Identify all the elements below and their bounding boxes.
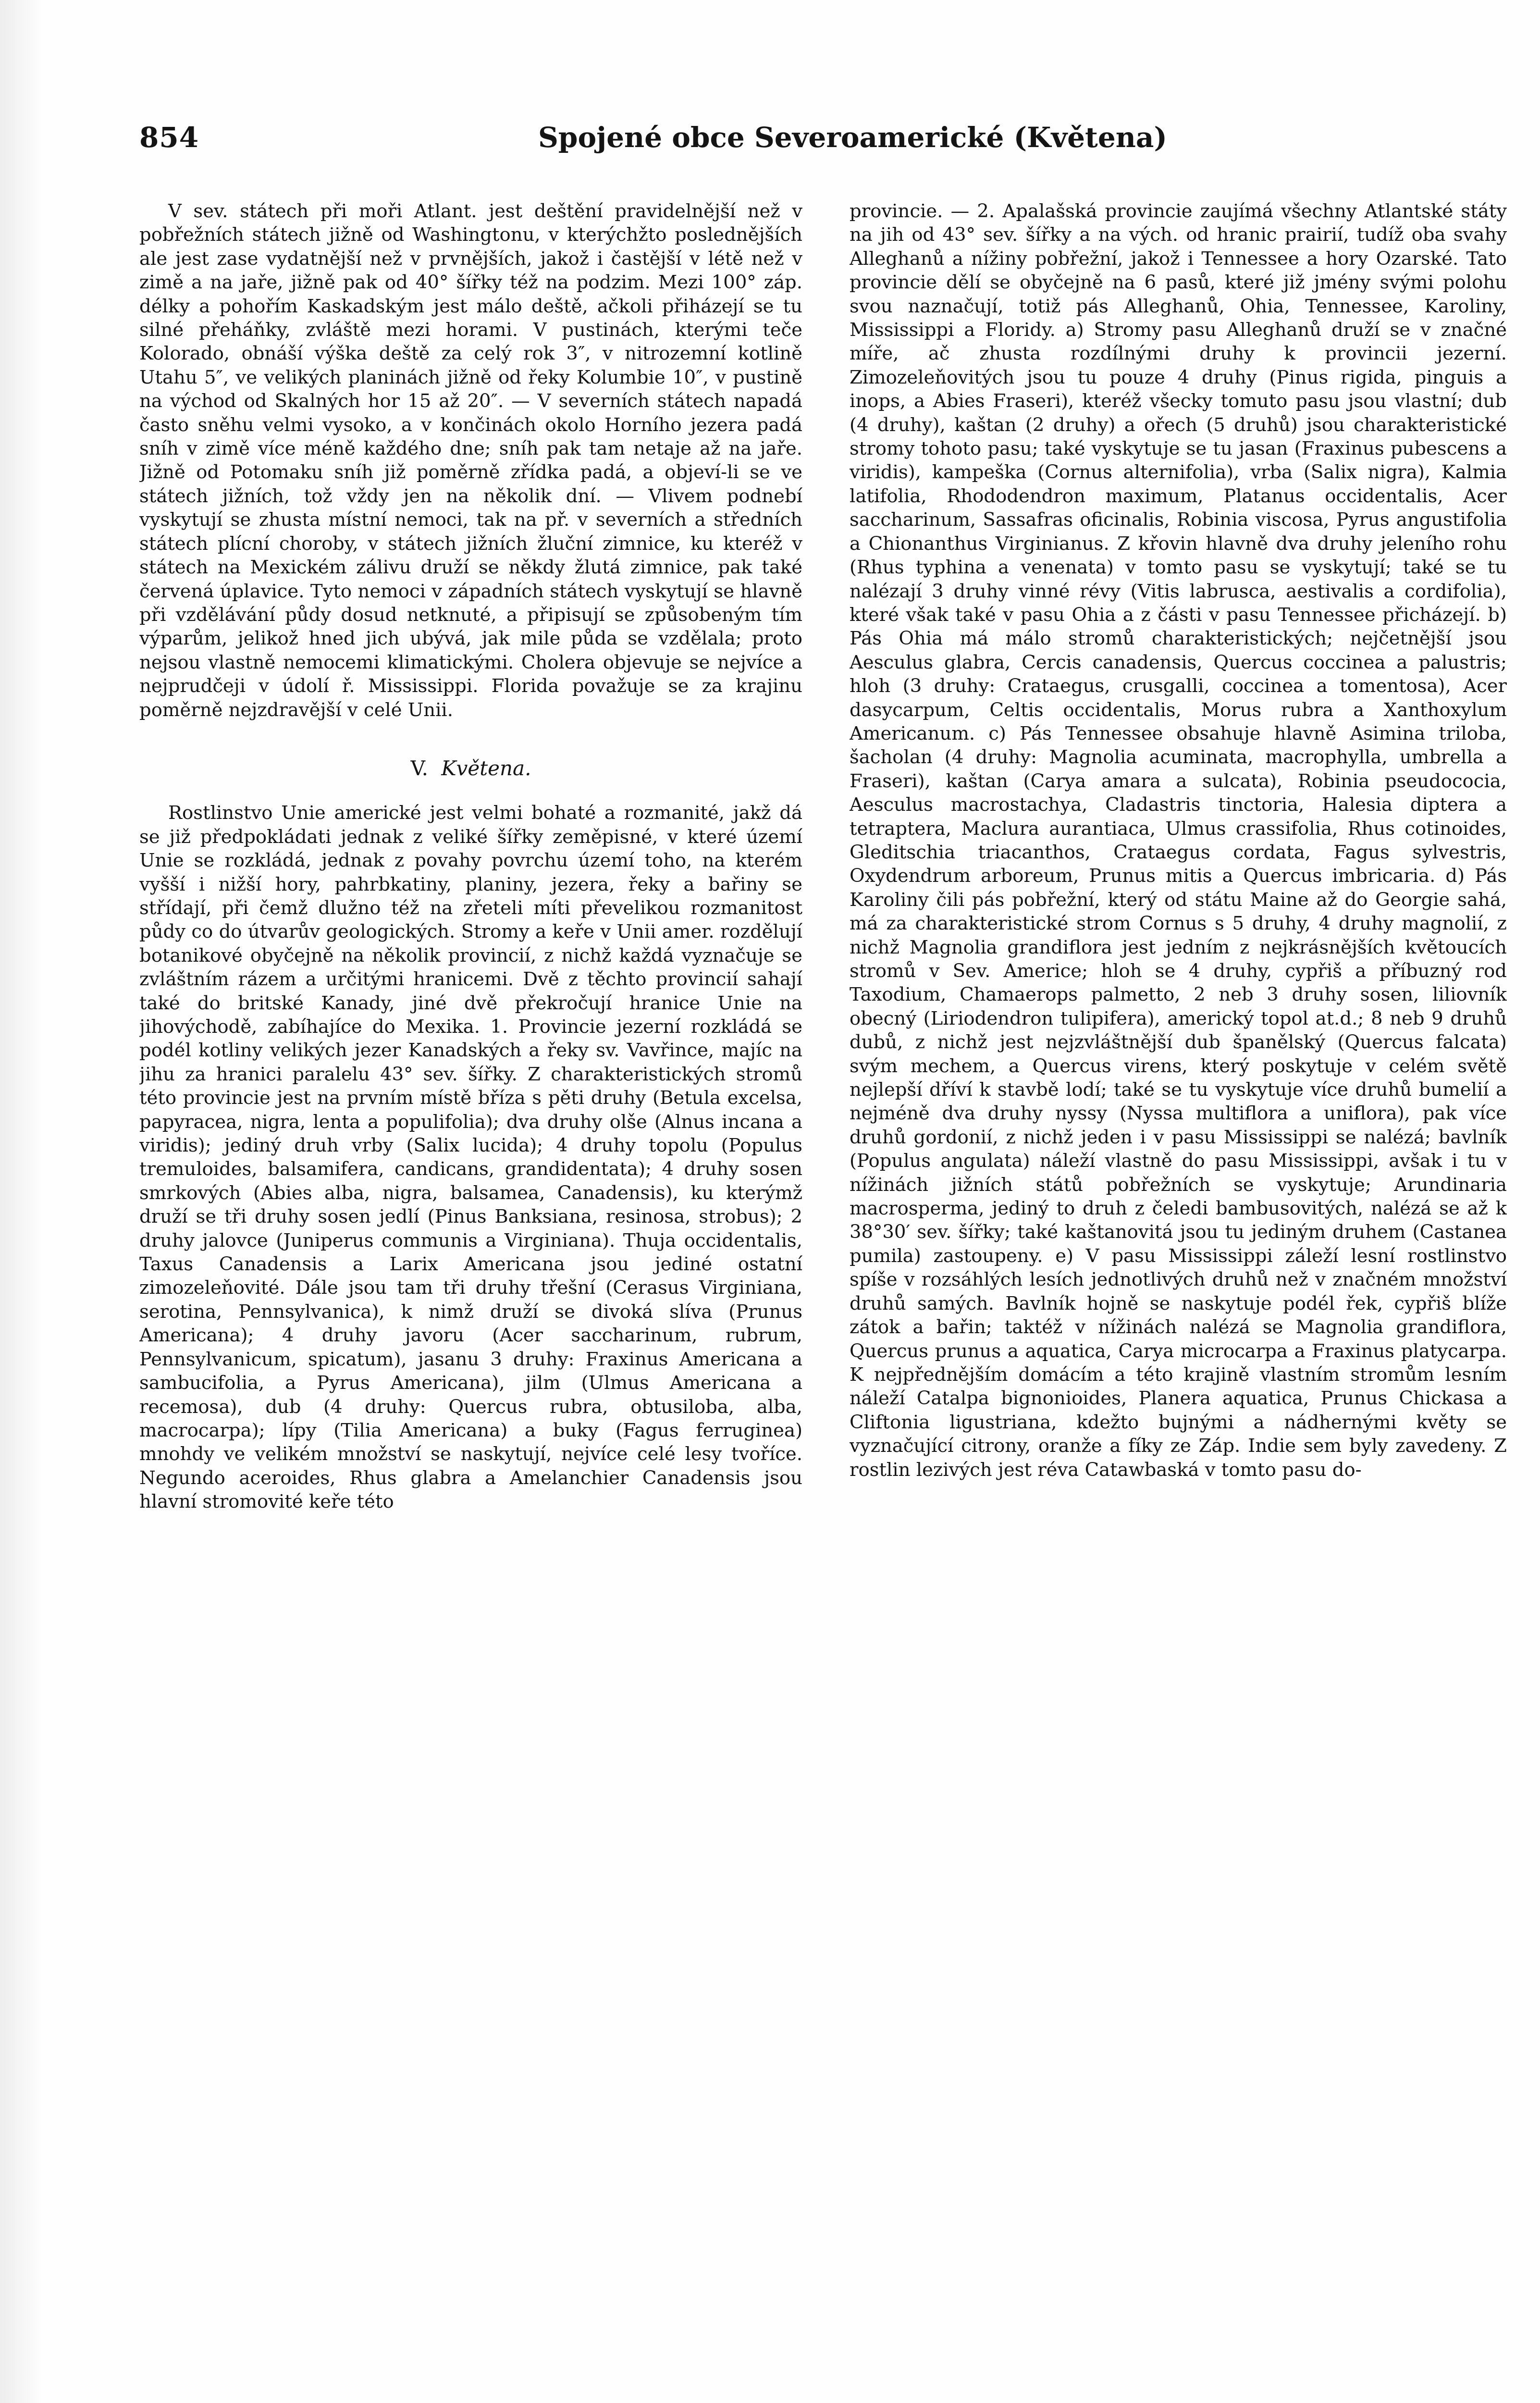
page-header xyxy=(139,121,1393,164)
running-head: Spojené obce Severoamerické (Květena) xyxy=(538,121,1167,154)
section-number: V. xyxy=(410,756,428,780)
provinces-paragraph: provincie. — 2. Apalašská provincie zaujímá všechny Atlantské státy na jih od 43° sev. šířky a na vých. od hranic prairií, tudíž oba svahy Alleghanů a nížiny pobřežní, jakož i Tennessee a hory Ozarské. Tato provincie dělí se obyčejně na 6 pasů, které již jmény svými polohu svou naznačují, totiž pás Alleghanů, Ohia, Tennessee, Karoliny, Mississippi a Floridy. a) Stromy pasu Alleghanů druží se v značné míře, ač zhusta rozdílnými druhy k provincii jezerní. Zimozeleňovitých jsou tu pouze 4 druhy (Pinus rigida, pinguis a inops, a Abies Fraseri), kteréž všecky tomuto pasu jsou vlastní; dub (4 druhy), kaštan (2 druhy) a ořech (5 druhů) jsou charakteristické stromy tohoto pasu; také vyskytuje se tu jasan (Fraxinus pubescens a viridis), kampeška (Cornus alternifolia), vrba (Salix nigra), Kalmia latifolia, Rhododendron maximum, Platanus occidentalis, Acer saccharinum, Sassafras oficinalis, Robinia viscosa, Pyrus angustifolia a Chionanthus Virginianus. Z křovin hlavně dva druhy jeleního rohu (Rhus typhina a venenata) v tomto pasu se vyskytují; také se tu nalézají 3 druhy vinné révy (Vitis labrusca, aestivalis a cordifolia), které však také v pasu Ohia a z části v pasu Tennessee přicházejí. b) Pás Ohia má málo stromů charakteristických; nejčetnější jsou Aesculus glabra, Cercis canadensis, Quercus coccinea a palustris; hloh (3 druhy: Crataegus, crusgalli, coccinea a tomentosa), Acer dasycarpum, Celtis occidentalis, Morus rubra a Xanthoxylum Americanum. c) Pás Tennessee obsahuje hlavně Asimina triloba, šacholan (4 druhy: Magnolia acuminata, macrophylla, umbrella a Fraseri), kaštan (Carya amara a sulcata), Robinia pseudococia, Aesculus macrostachya, Cladastris tinctoria, Halesia diptera a tetraptera, Maclura aurantiaca, Ulmus crassifolia, Rhus cotinoides, Gleditschia triacanthos, Crataegus cordata, Fagus sylvestris, Oxydendrum arboreum, Prunus mitis a Quercus imbricaria. d) Pás Karoliny čili pás pobřežní, který od státu Maine až do Georgie sahá, má za charakteristické strom Cornus s 5 druhy, 4 druhy magnolií, z nichž Magnolia grandiflora jest jedním z nejkrásnějších květoucích stromů v Sev. Americe; hloh se 4 druhy, cypřiš a příbuzný rod Taxodium, Chamaerops palmetto, 2 neb 3 druhy sosen, liliovník obecný (Liriodendron tulipifera), americký topol at.d.; 8 neb 9 druhů dubů, z nichž jest nejzvláštnější dub španělský (Quercus falcata) svým mechem, a Quercus virens, který poskytuje v celém světě nejlepší dříví k stavbě lodí; také se tu vyskytuje více druhů bumelií a nejméně dva druhy nyssy (Nyssa multiflora a uniflora), pak více druhů gordonií, z nichž jeden i v pasu Mississippi se nalézá; bavlník (Populus angulata) náleží vlastně do pasu Mississippi, avšak i tu v nížinách jižních států pobřežních se vyskytuje; Arundinaria macrosperma, jediný to druh z čeledi bambusovitých, nalézá se až k 38°30′ sev. šířky; také kaštanovitá jsou tu jediným druhem (Castanea pumila) zastoupeny. e) V pasu Mississippi záleží lesní rostlinstvo spíše v rozsáhlých lesích jednotlivých druhů než v značném množství druhů samých. Bavlník hojně se naskytuje podél řek, cypřiš blíže zátok a bařin; taktéž v nížinách nalézá se Magnolia grandiflora, Quercus prunus a aquatica, Carya microcarpa a Fraxinus platycarpa. K nejpřednějším domácím a této krajině vlastním stromům lesním náleží Catalpa bignonioides, Planera aquatica, Prunus Chickasa a Cliftonia ligustriana, kdežto bujnými a nádhernými květy se vyznačující citrony, oranže a fíky ze Záp. Indie sem byly zavedeny. Z rostlin lezivých jest réva Catawbaská v tomto pasu do- xyxy=(850,200,1507,1481)
left-column xyxy=(139,199,802,2403)
flora-paragraph: Rostlinstvo Unie americké jest velmi bohaté a rozmanité, jakž dá se již předpokládati jednak z veliké šířky zeměpisné, v které území Unie se rozkládá, jednak z povahy povrchu území toho, na kterém vyšší i nižší hory, pahrbkatiny, planiny, jezera, řeky a bařiny se střídají, při čemž dlužno též na zřeteli míti převelikou rozmanitost půdy co do útvarův geologických. Stromy a keře v Unii amer. rozdělují botanikové obyčejně na několik provincií, z nichž každá vyznačuje se zvláštním rázem a určitými hranicemi. Dvě z těchto provincií sahají také do britské Kanady, jiné dvě překročují hranice Unie na jihovýchodě, zabíhajíce do Mexika. 1. Provincie jezerní rozkládá se podél kotliny velikých jezer Kanadských a řeky sv. Vavřince, majíc na jihu za hranici paralelu 43° sev. šířky. Z charakteristických stromů této provincie jest na prvním místě bříza s pěti druhy (Betula excelsa, papyracea, nigra, lenta a populifolia); dva druhy olše (Alnus incana a viridis); jediný druh vrby (Salix lucida); 4 druhy topolu (Populus tremuloides, balsamifera, candicans, grandidentata); 4 druhy sosen smrkových (Abies alba, nigra, balsamea, Canadensis), ku kterýmž druží se tři druhy sosen jedlí (Pinus Banksiana, resinosa, strobus); 2 druhy jalovce (Juniperus communis a Virginiana). Thuja occidentalis, Taxus Canadensis a Larix Americana jsou jediné ostatní zimozeleňovité. Dále jsou tam tři druhy třešní (Cerasus Virginiana, serotina, Pennsylvanica), k nimž druží se divoká slíva (Prunus Americana); 4 druhy javoru (Acer saccharinum, rubrum, Pennsylvanicum, spicatum), jasanu 3 druhy: Fraxinus Americana a sambucifolia, a Pyrus Americana), jilm (Ulmus Americana a recemosa), dub (4 druhy: Quercus rubra, obtusiloba, alba, macrocarpa); lípy (Tilia Americana) a buky (Fagus ferruginea) mnohdy ve velikém množství se naskytují, nejvíce celé lesy tvoříce. Negundo aceroides, Rhus glabra a Amelanchier Canadensis jsou hlavní stromovité keře této xyxy=(139,802,802,1513)
scan-shadow-edge xyxy=(0,0,43,2403)
section-heading xyxy=(139,756,802,780)
right-column xyxy=(850,199,1507,2403)
page-number: 854 xyxy=(139,121,199,154)
section-title: Květena. xyxy=(441,756,531,780)
climate-paragraph: V sev. státech při moři Atlant. jest deštění pravidelnější než v pobřežních státech jižně od Washingtonu, v kterýchžto poslednějších ale jest zase vydatnější než v prvnějších, jakož i častější v létě než v zimě a na jaře, jižně pak od 40° šířky též na podzim. Mezi 100° záp. délky a pohořím Kaskadským jest málo deště, ačkoli přiházejí se tu silné přeháňky, zvláště mezi horami. V pustinách, kterými teče Kolorado, obnáší výška deště za celý rok 3″, v nitrozemní kotlině Utahu 5″, ve velikých planinách jižně od řeky Kolumbie 10″, v pustině na východ od Skalných hor 15 až 20″. — V severních státech napadá často sněhu velmi vysoko, a v končinách okolo Horního jezera padá sníh v zimě více méně každého dne; sníh pak tam netaje až na jaře. Jižně od Potomaku sníh již poměrně zřídka padá, a objeví-li se ve státech jižních, tož vždy jen na několik dní. — Vlivem podnebí vyskytují se zhusta místní nemoci, tak na př. v severních a středních státech plícní choroby, v státech jižních žluční zimnice, ku kteréž v státech na Mexickém zálivu druží se někdy žlutá zimnice, pak také červená úplavice. Tyto nemoci v západních státech vyskytují se hlavně při vzdělávání půdy dosud netknuté, a připisují se způsobeným tím výparům, jelikož hned jich ubývá, jak mile půda se vzdělala; proto nejsou vlastně nemocemi klimatickými. Cholera objevuje se nejvíce a nejprudčeji v údolí ř. Mississippi. Florida považuje se za krajinu poměrně nejzdravější v celé Unii. xyxy=(139,200,802,721)
